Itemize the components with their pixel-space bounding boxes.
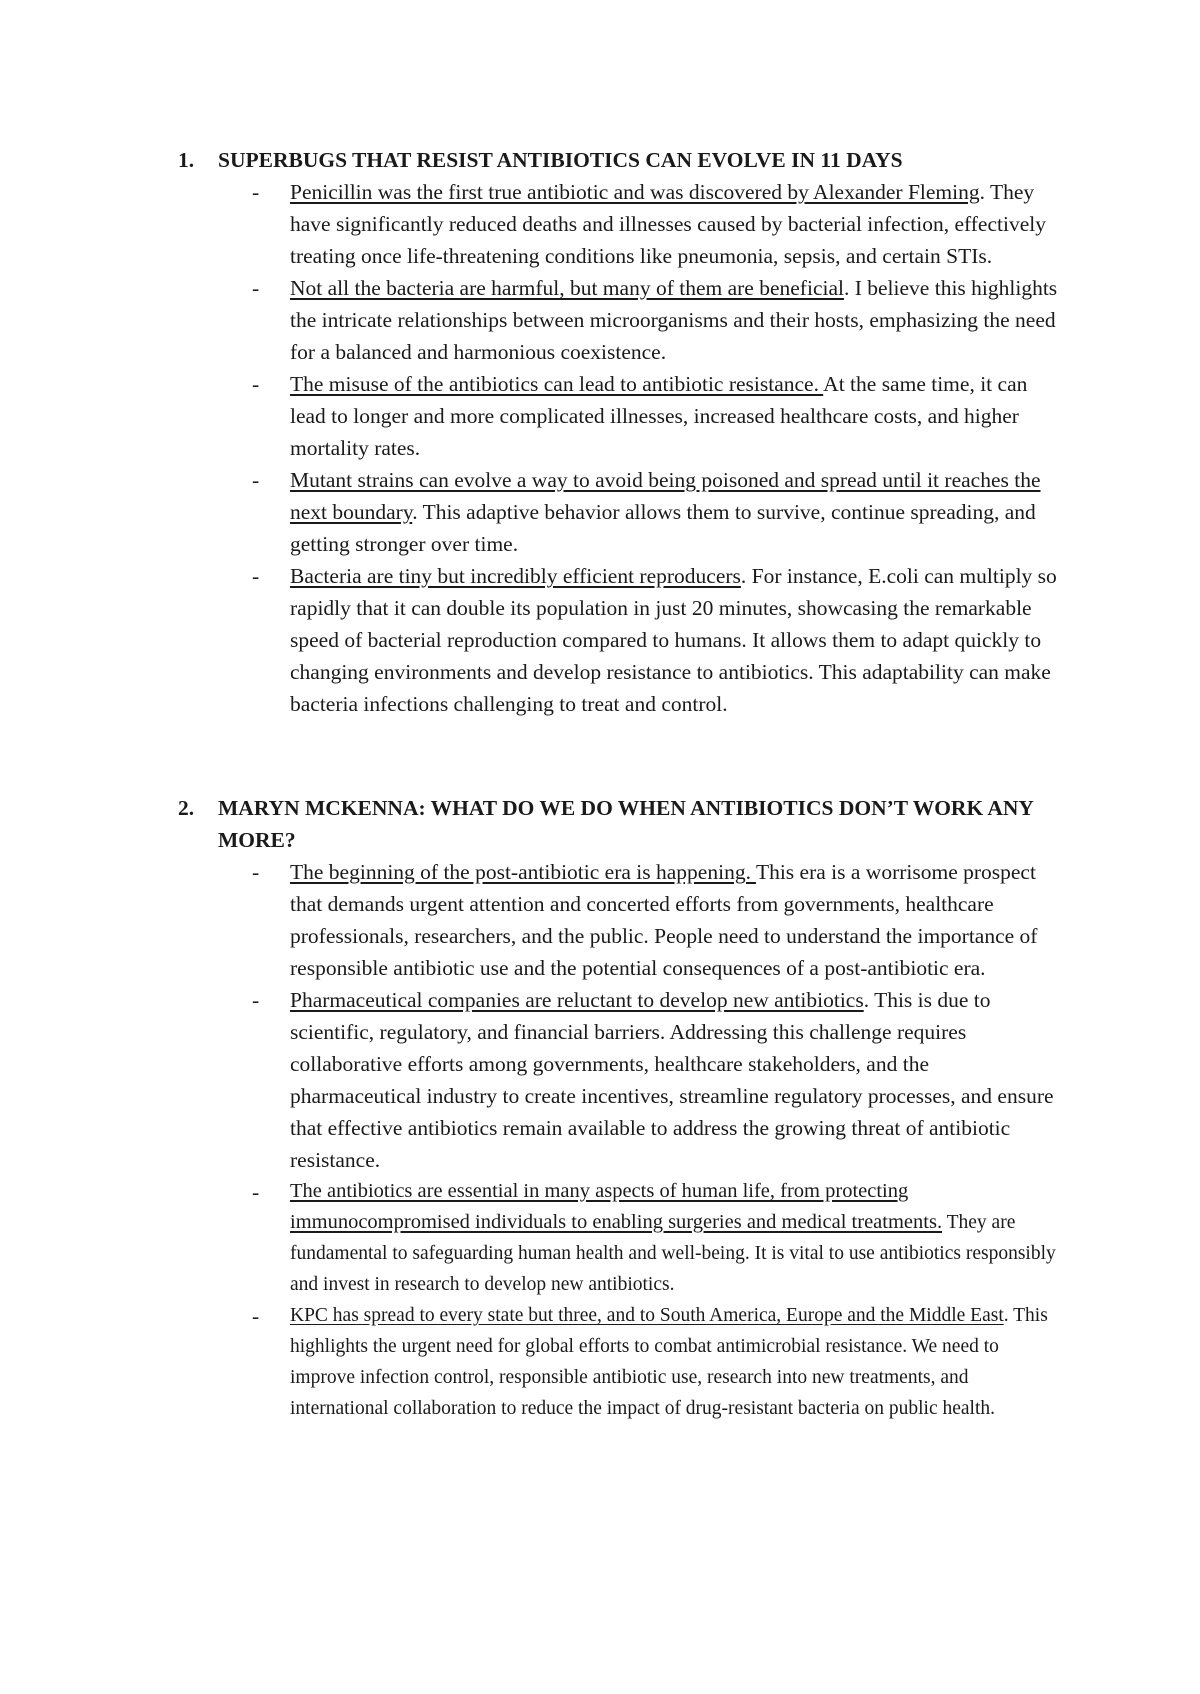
dash-marker: - [252,564,260,588]
underlined-key-point: Penicillin was the first true antibiotic and was discovered by Alexander Fleming [290,180,980,204]
underlined-key-point: The misuse of the antibiotics can lead to antibiotic resistance. [290,372,824,396]
dash-marker: - [252,468,260,492]
bullet-text [290,560,1065,720]
bullet-text [290,1176,1065,1300]
underlined-key-point: Bacteria are tiny but incredibly efficient reproducers [290,564,741,588]
dash-marker: - [252,1304,260,1328]
list-item [252,176,1078,272]
section-1 [178,144,1078,720]
bullet-commentary: . This is due to scientific, regulatory, and financial barriers. Addressing this challenge requires collaborative efforts among governments, healthcare stakeholders, and the pharmaceutical industry to create incentives, streamline regulatory processes, and ensure that effective antibiotics remain available to address the growing threat of antibiotic resistance. [290,988,1054,1172]
underlined-key-point: Not all the bacteria are harmful, but many of them are beneficial [290,276,844,300]
section-2-heading [178,792,1078,856]
bullet-commentary: . This highlights the urgent need for global efforts to combat antimicrobial resistance. We need to improve infection control, responsible antibiotic use, research into new treatments, and international collaboration to reduce the impact of drug-resistant bacteria on public health. [290,1305,1048,1419]
dash-marker: - [252,860,260,884]
list-item [252,368,1078,464]
bullet-list [178,856,1078,1424]
section-title: MARYN MCKENNA: WHAT DO WE DO WHEN ANTIBIOTICS DON’T WORK ANY MORE? [218,796,1034,852]
section-1-heading [178,144,1078,176]
section-number: 1. [178,148,195,172]
underlined-key-point: Pharmaceutical companies are reluctant to develop new antibiotics [290,988,864,1012]
bullet-commentary: This era is a worrisome prospect that demands urgent attention and concerted efforts from governments, healthcare professionals, researchers, and the public. People need to understand the importance of responsible antibiotic use and the potential consequences of a post-antibiotic era. [290,860,1038,980]
list-item [252,1300,1078,1424]
bullet-text [290,272,1065,368]
list-item [252,1176,1078,1300]
bullet-commentary: . This adaptive behavior allows them to survive, continue spreading, and getting stronger over time. [290,500,1036,556]
list-item [252,984,1078,1176]
section-number: 2. [178,796,195,820]
bullet-text [290,176,1065,272]
dash-marker: - [252,276,260,300]
bullet-list [178,176,1078,720]
bullet-text [290,856,1065,984]
list-item [252,464,1078,560]
dash-marker: - [252,1180,260,1204]
dash-marker: - [252,180,260,204]
dash-marker: - [252,988,260,1012]
underlined-key-point: The antibiotics are essential in many aspects of human life, from protecting immunocompromised individuals to enabling surgeries and medical treatments. [290,1180,943,1233]
bullet-commentary: At the same time, it can lead to longer and more complicated illnesses, increased healthcare costs, and higher mortality rates. [290,372,1028,460]
dash-marker: - [252,372,260,396]
section-2 [178,792,1078,1424]
bullet-text [290,368,1065,464]
section-title: SUPERBUGS THAT RESIST ANTIBIOTICS CAN EVOLVE IN 11 DAYS [218,148,903,172]
list-item [252,272,1078,368]
list-item [252,856,1078,984]
bullet-text [290,1300,1065,1424]
bullet-commentary: They are fundamental to safeguarding human health and well-being. It is vital to use antibiotics responsibly and invest in research to develop new antibiotics. [290,1212,1056,1295]
bullet-text [290,984,1065,1176]
bullet-text [290,464,1065,560]
underlined-key-point: The beginning of the post-antibiotic era is happening. [290,860,756,884]
bullet-commentary: . For instance, E.coli can multiply so rapidly that it can double its population in just 20 minutes, showcasing the remarkable speed of bacterial reproduction compared to humans. It allows them to adapt quickly to changing environments and develop resistance to antibiotics. This adaptability can make bacteria infections challenging to treat and control. [290,564,1057,716]
bullet-commentary: . I believe this highlights the intricate relationships between microorganisms and their hosts, emphasizing the need for a balanced and harmonious coexistence. [290,276,1058,364]
list-item [252,560,1078,720]
bullet-commentary: . They have significantly reduced deaths and illnesses caused by bacterial infection, effectively treating once life-threatening conditions like pneumonia, sepsis, and certain STIs. [290,180,1046,268]
underlined-key-point: Mutant strains can evolve a way to avoid being poisoned and spread until it reaches the next boundary [290,468,1041,524]
underlined-key-point: KPC has spread to every state but three, and to South America, Europe and the Middle East [290,1305,1004,1326]
